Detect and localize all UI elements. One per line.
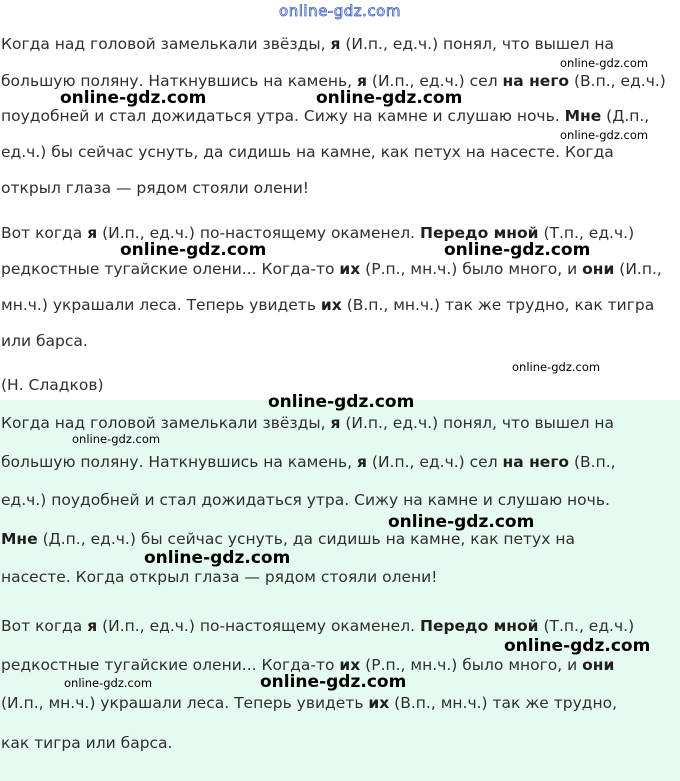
pronoun-highlight: их [320,296,342,314]
site-logo[interactable]: online-gdz.com [279,2,401,20]
watermark: online-gdz.com [120,240,267,260]
watermark: online-gdz.com [560,128,649,142]
watermark: online-gdz.com [560,56,649,70]
text-line: поудобней и стал дожидаться утра. Сижу на камне и слушаю ночь. Мне (Д.п., [1,107,650,125]
watermark: online-gdz.com [268,392,415,412]
answer-text-block [0,400,680,781]
watermark: online-gdz.com [316,88,463,108]
watermark: online-gdz.com [144,548,291,568]
watermark: online-gdz.com [260,672,407,692]
text-line: или барса. [1,332,88,350]
pronoun-highlight: я [357,453,367,471]
watermark: online-gdz.com [504,636,651,656]
pronoun-highlight: на него [502,453,570,471]
pronoun-highlight: Мне [1,530,38,548]
text-line: редкостные тугайские олени... Когда-то их (Р.п., мн.ч.) было много, и они [1,656,615,674]
pronoun-highlight: они [582,656,615,674]
watermark: online-gdz.com [64,676,153,690]
pronoun-highlight: их [339,656,361,674]
text-line: большую поляну. Наткнувшись на камень, я (И.п., ед.ч.) сел на него (В.п., ед.ч.) [1,72,666,90]
text-line: (И.п., мн.ч.) украшали леса. Теперь увидеть их (В.п., мн.ч.) так же трудно, [1,694,618,712]
text-line: Вот когда я (И.п., ед.ч.) по-настоящему окаменел. Передо мной (Т.п., ед.ч.) [1,224,635,242]
pronoun-highlight: я [330,414,341,432]
watermark: online-gdz.com [72,432,161,446]
text-line: как тигра или барса. [1,734,173,752]
pronoun-highlight: они [582,260,615,278]
watermark: online-gdz.com [60,88,207,108]
text-line: ед.ч.) поудобней и стал дожидаться утра. Сижу на камне и слушаю ночь. [1,491,610,509]
pronoun-highlight: я [357,72,367,90]
watermark: online-gdz.com [444,240,591,260]
pronoun-highlight: Передо мной [419,617,539,635]
text-line: насесте. Когда открыл глаза — рядом стояли олени! [1,568,438,586]
text-line: Вот когда я (И.п., ед.ч.) по-настоящему окаменел. Передо мной (Т.п., ед.ч.) [1,617,635,635]
text-line: Мне (Д.п., ед.ч.) бы сейчас уснуть, да сидишь на камне, как петух на [1,530,575,548]
watermark: online-gdz.com [512,360,601,374]
text-line: Когда над головой замелькали звёзды, я (И.п., ед.ч.) понял, что вышел на [1,35,615,53]
pronoun-highlight: я [87,224,98,242]
pronoun-highlight: их [339,260,361,278]
pronoun-highlight: я [330,35,341,53]
pronoun-highlight: Передо мной [419,224,539,242]
author-line: (Н. Сладков) [1,376,104,394]
text-line: мн.ч.) украшали леса. Теперь увидеть их (В.п., мн.ч.) так же трудно, как тигра [1,296,655,314]
pronoun-highlight: я [87,617,98,635]
text-line: ед.ч.) бы сейчас уснуть, да сидишь на камне, как петух на насесте. Когда [1,143,614,161]
pronoun-highlight: на него [502,72,570,90]
text-line: Когда над головой замелькали звёзды, я (И.п., ед.ч.) понял, что вышел на [1,414,615,432]
watermark: online-gdz.com [388,512,535,532]
pronoun-highlight: Мне [564,107,602,125]
text-line: большую поляну. Наткнувшись на камень, я (И.п., ед.ч.) сел на него (В.п., [1,453,616,471]
text-line: открыл глаза — рядом стояли олени! [1,179,310,197]
pronoun-highlight: их [368,694,390,712]
text-line: редкостные тугайские олени... Когда-то их (Р.п., мн.ч.) было много, и они (И.п., [1,260,662,278]
